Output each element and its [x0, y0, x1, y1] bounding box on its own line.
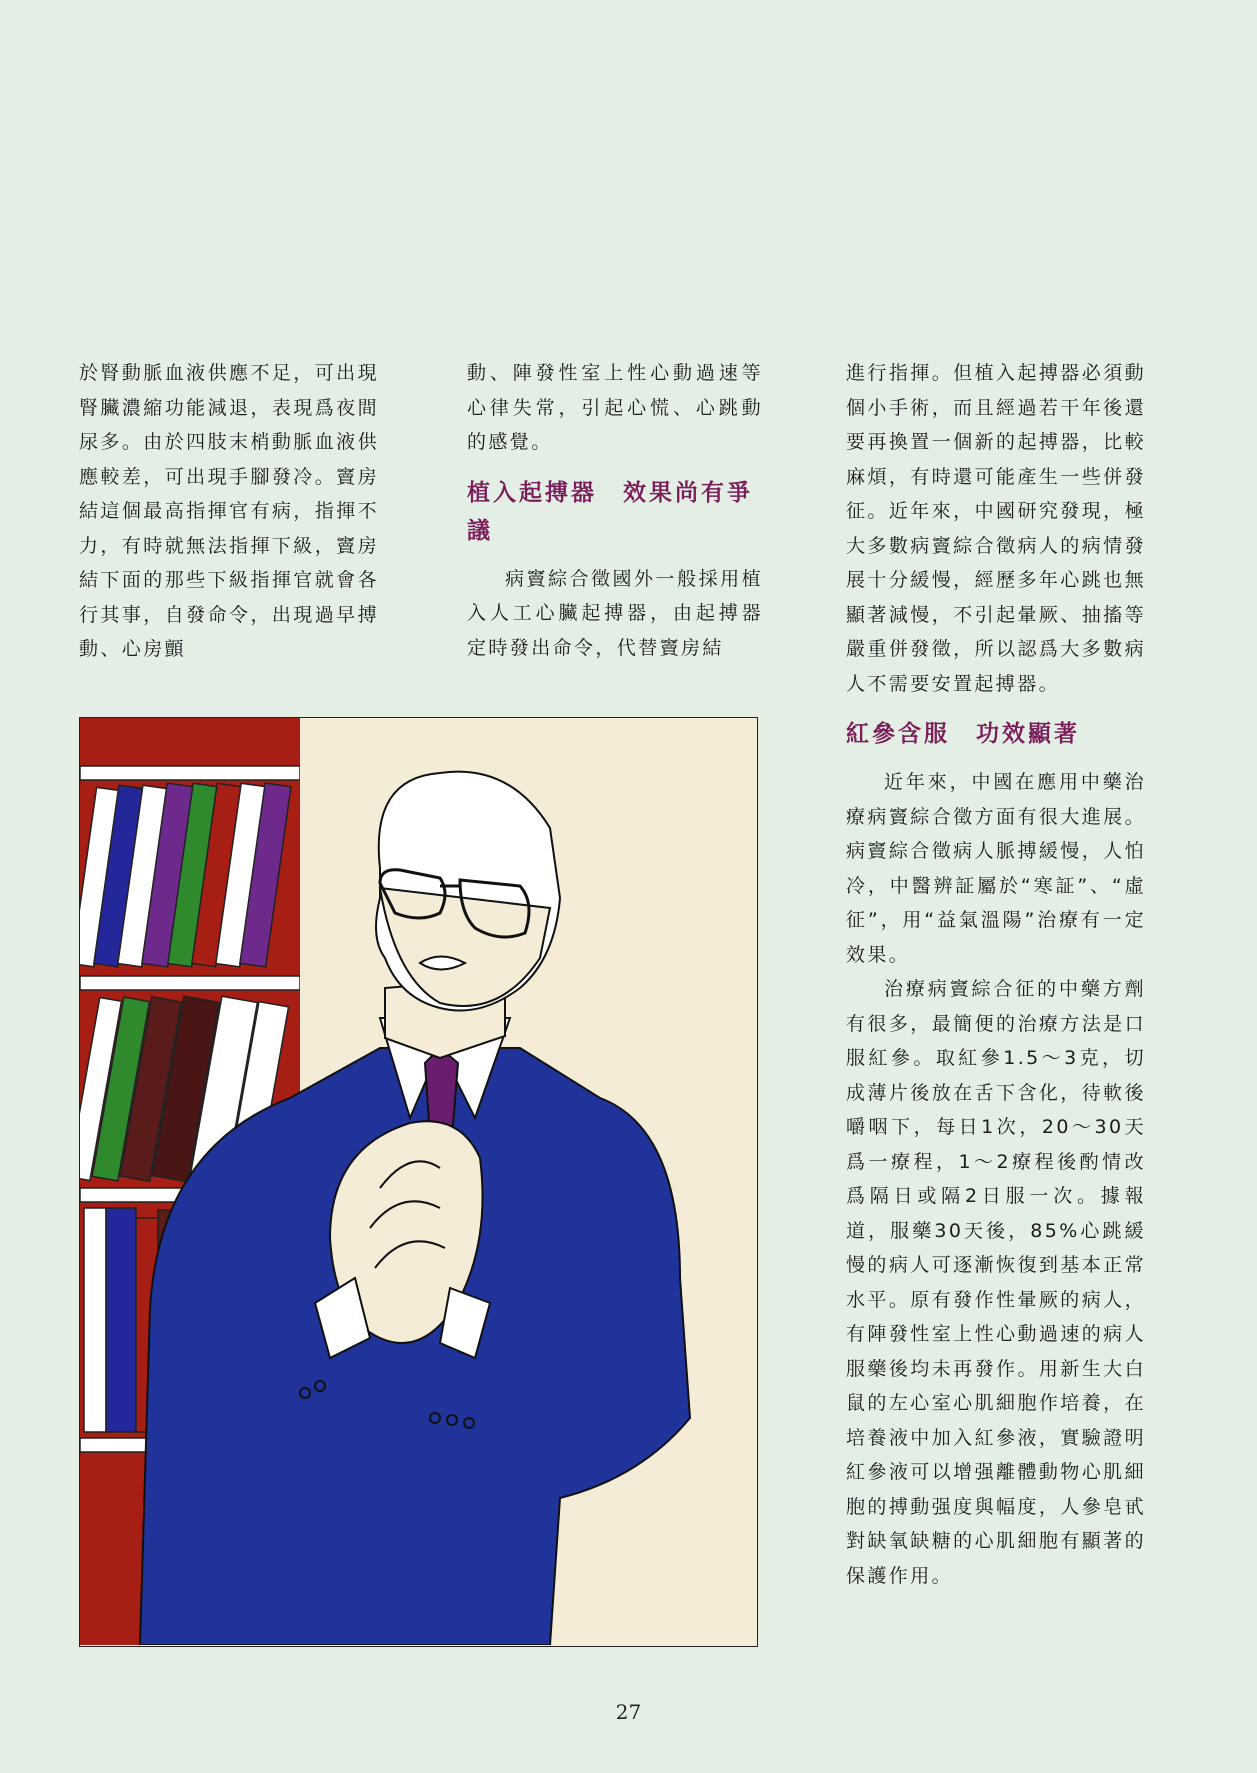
books-row-1 [80, 783, 291, 967]
text-column-3 [846, 356, 1146, 1593]
body-paragraph: 進行指揮。但植入起搏器必須動個小手術，而且經過若干年後還要再換置一個新的起搏器，比較麻煩，有時還可能產生一些併發征。近年來，中國研究發現，極大多數病竇綜合徵病人的病情發展十分緩慢，經歷多年心跳也無顯著減慢，不引起暈厥、抽搐等嚴重併發徵，所以認爲大多數病人不需要安置起搏器。 [846, 362, 1146, 695]
illustration-svg [80, 718, 756, 1645]
text-column-2 [467, 356, 763, 665]
body-paragraph: 於腎動脈血液供應不足，可出現腎臟濃縮功能減退，表現爲夜間尿多。由於四肢末梢動脈血液供應較差，可出現手腳發冷。竇房結這個最高指揮官有病，指揮不力，有時就無法指揮下級，竇房結下面的那些下級指揮官就會各行其事，自發命令，出現過早搏動、心房顫 [79, 362, 379, 660]
body-paragraph: 動、陣發性室上性心動過速等心律失常，引起心慌、心跳動的感覺。 [467, 362, 763, 453]
section-heading-red-ginseng: 紅參含服 功效顯著 [846, 721, 1080, 747]
shelf-board [80, 766, 300, 780]
body-paragraph: 治療病竇綜合征的中藥方劑有很多，最簡便的治療方法是口服紅參。取紅參1.5～3克，切成薄片後放在舌下含化，待軟後嚼咽下，每日1次，20～30天爲一療程，1～2療程後酌情改爲隔日或隔2日服一次。據報道，服藥30天後，85%心跳緩慢的病人可逐漸恢復到基本正常水平。原有發作性暈厥的病人，有陣發性室上性心動過速的病人服藥後均未再發作。用新生大白鼠的左心室心肌細胞作培養，在培養液中加入紅參液，實驗證明紅參液可以增强離體動物心肌細胞的搏動强度與幅度，人參皂甙對缺氧缺糖的心肌細胞有顯著的保護作用。 [846, 978, 1146, 1587]
body-paragraph: 近年來，中國在應用中藥治療病竇綜合徵方面有很大進展。病竇綜合徵病人脈搏緩慢，人怕冷，中醫辨証屬於“寒証”、“虛征”，用“益氣溫陽”治療有一定效果。 [846, 771, 1146, 966]
elderly-doctor-illustration [79, 717, 758, 1647]
shelf-board [80, 976, 300, 990]
section-heading-pacemaker: 植入起搏器 效果尚有爭議 [467, 479, 753, 544]
text-column-1 [79, 356, 379, 667]
body-paragraph: 病竇綜合徵國外一般採用植入人工心臟起搏器，由起搏器定時發出命令，代替竇房結 [467, 567, 763, 659]
page-number: 27 [615, 1700, 642, 1724]
